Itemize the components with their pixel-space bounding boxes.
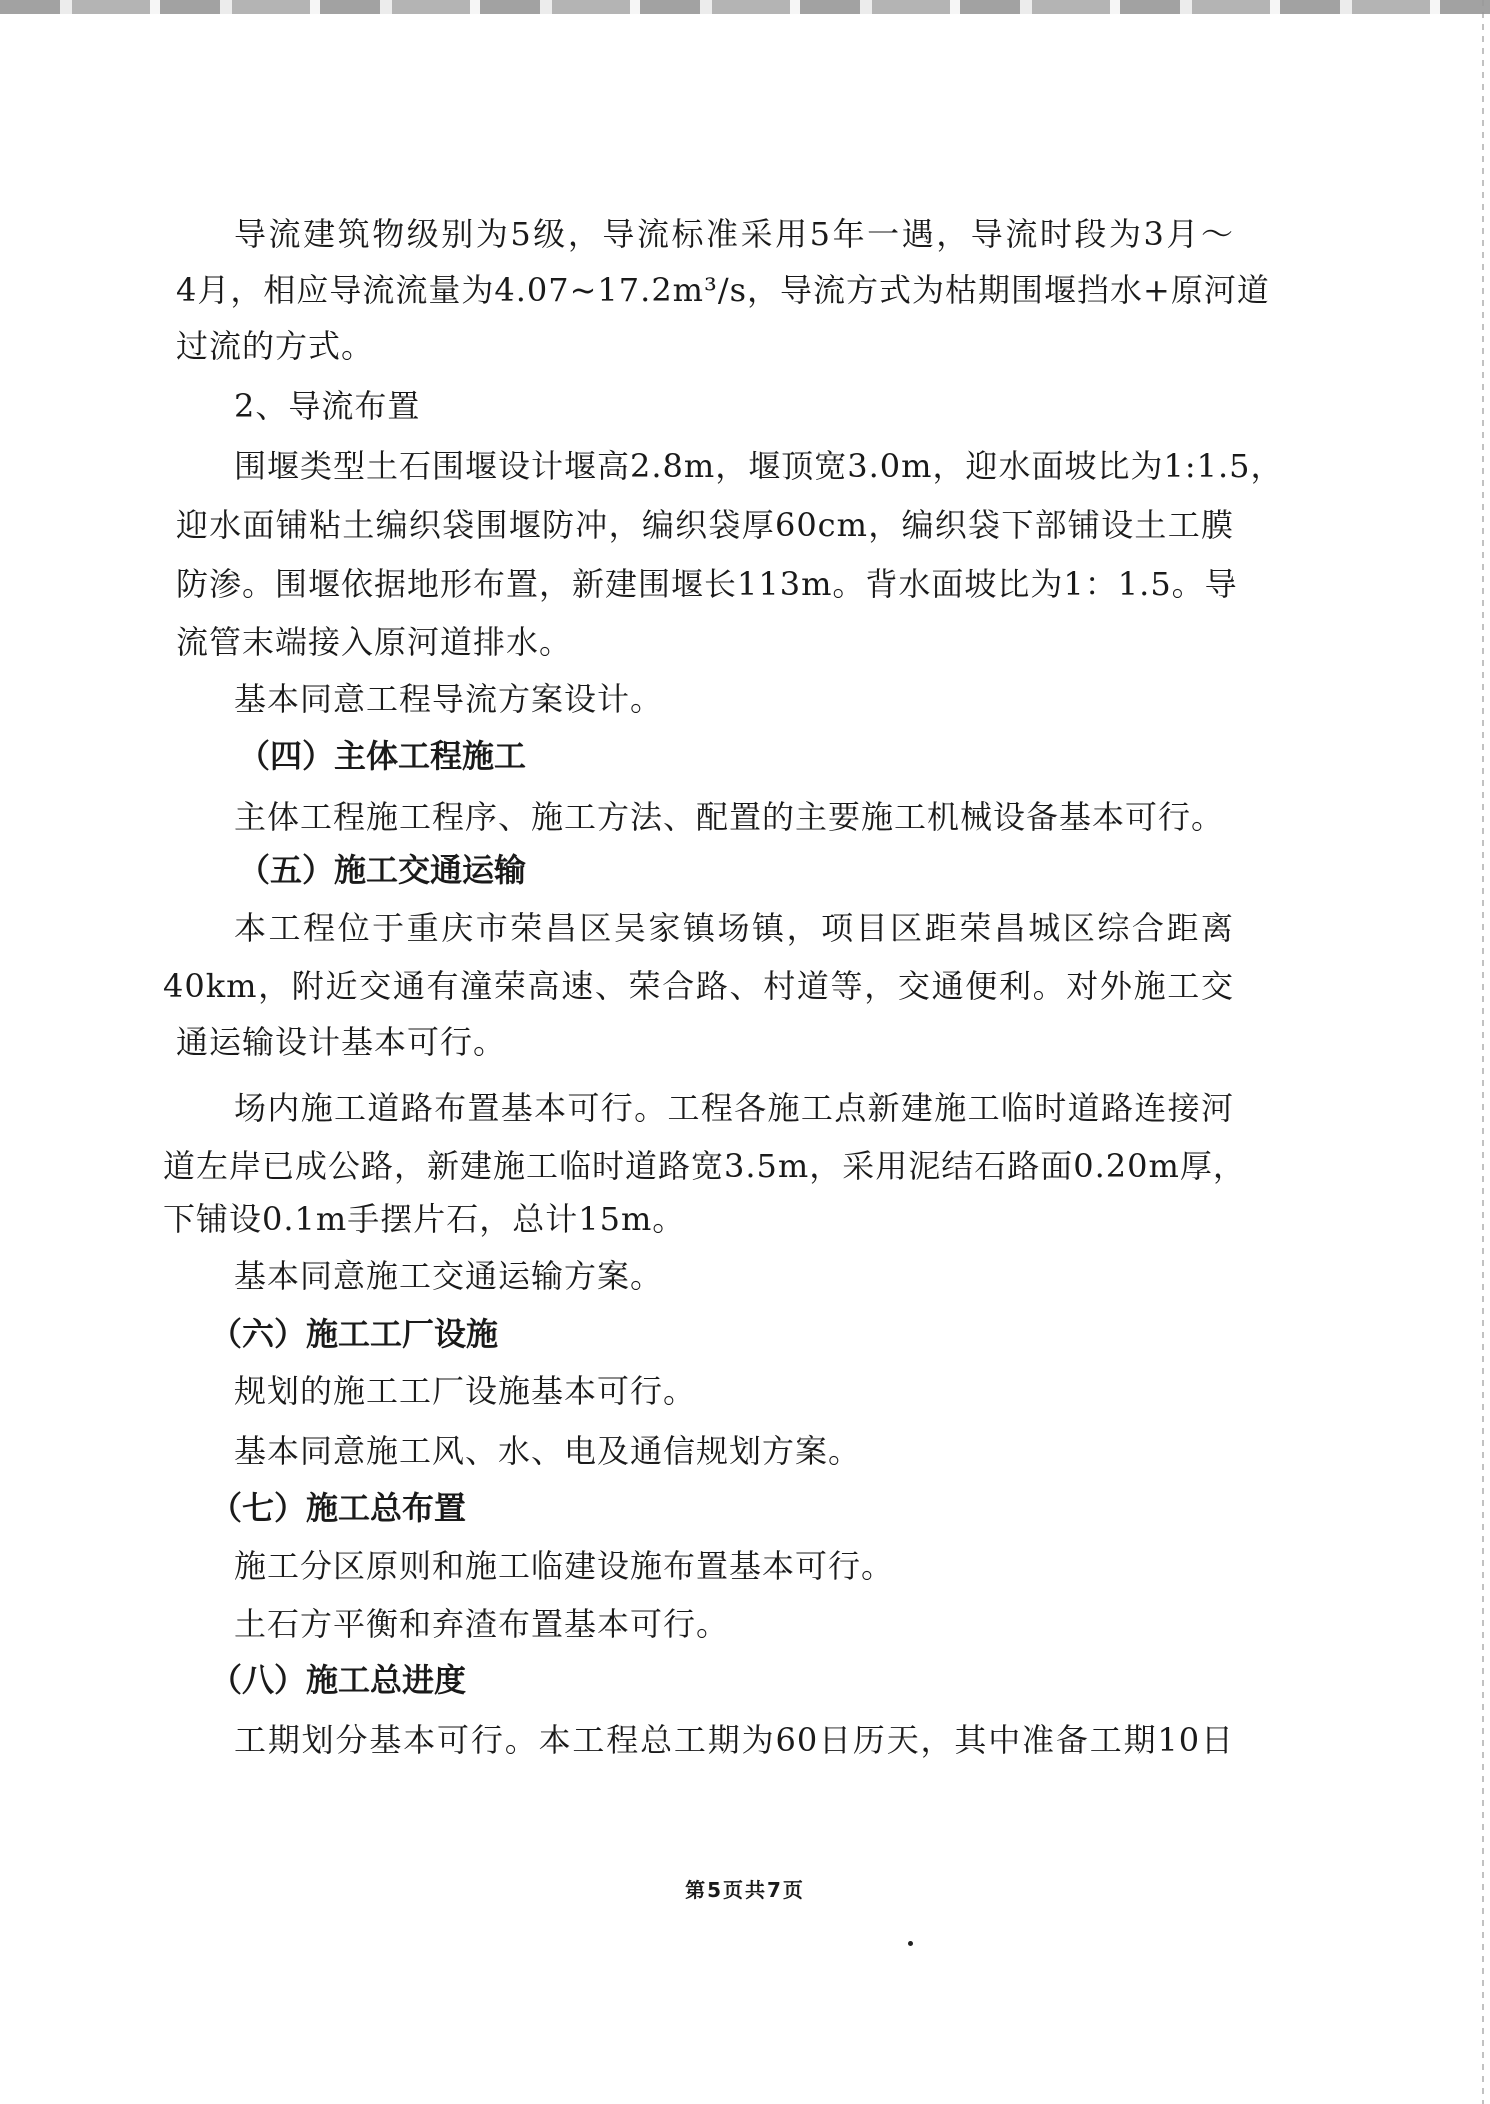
paragraph-line: 围堰类型土石围堰设计堰高2.8m，堰顶宽3.0m，迎水面坡比为1:1.5， (234, 447, 1284, 485)
paragraph-line: 基本同意施工交通运输方案。 (234, 1257, 664, 1295)
paragraph-line: 土石方平衡和弃渣布置基本可行。 (234, 1605, 730, 1643)
paragraph-line: 流管末端接入原河道排水。 (176, 623, 573, 661)
paragraph-line: 4月，相应导流流量为4.07~17.2m³/s，导流方式为枯期围堰挡水+原河道 (176, 271, 1270, 309)
section-heading: （六）施工工厂设施 (210, 1315, 499, 1353)
paragraph-line: 通运输设计基本可行。 (176, 1023, 507, 1061)
paragraph-line: 主体工程施工程序、施工方法、配置的主要施工机械设备基本可行。 (234, 798, 1225, 836)
section-heading: （四）主体工程施工 (238, 737, 527, 775)
paragraph-line: 道左岸已成公路，新建施工临时道路宽3.5m，采用泥结石路面0.20m厚， (163, 1147, 1246, 1185)
section-heading: （五）施工交通运输 (238, 851, 527, 889)
paragraph-line: 基本同意工程导流方案设计。 (234, 680, 664, 718)
paragraph-line: 基本同意施工风、水、电及通信规划方案。 (234, 1432, 862, 1470)
paragraph-line: 规划的施工工厂设施基本可行。 (234, 1372, 697, 1410)
paragraph-line: 下铺设0.1m手摆片石，总计15m。 (163, 1200, 686, 1238)
paragraph-line: 导流建筑物级别为5级，导流标准采用5年一遇，导流时段为3月～ (234, 215, 1234, 253)
scan-speck (908, 1941, 913, 1946)
paragraph-line: 本工程位于重庆市荣昌区吴家镇场镇，项目区距荣昌城区综合距离 (234, 909, 1234, 947)
paragraph-line: 施工分区原则和施工临建设施布置基本可行。 (234, 1547, 895, 1585)
paragraph-line: 40km，附近交通有潼荣高速、荣合路、村道等，交通便利。对外施工交 (163, 967, 1234, 1005)
paragraph-line: 防渗。围堰依据地形布置，新建围堰长113m。背水面坡比为1：1.5。导 (176, 565, 1238, 603)
paragraph-line: 工期划分基本可行。本工程总工期为60日历天，其中准备工期10日 (234, 1721, 1234, 1759)
page-number: 第5页共7页 (685, 1878, 805, 1902)
paragraph-line: 过流的方式。 (176, 327, 375, 365)
section-subtitle: 2、导流布置 (234, 387, 421, 425)
section-heading: （八）施工总进度 (210, 1661, 467, 1699)
paragraph-line: 迎水面铺粘土编织袋围堰防冲，编织袋厚60cm，编织袋下部铺设土工膜 (176, 506, 1234, 544)
paragraph-line: 场内施工道路布置基本可行。工程各施工点新建施工临时道路连接河 (234, 1089, 1234, 1127)
section-heading: （七）施工总布置 (210, 1489, 467, 1527)
